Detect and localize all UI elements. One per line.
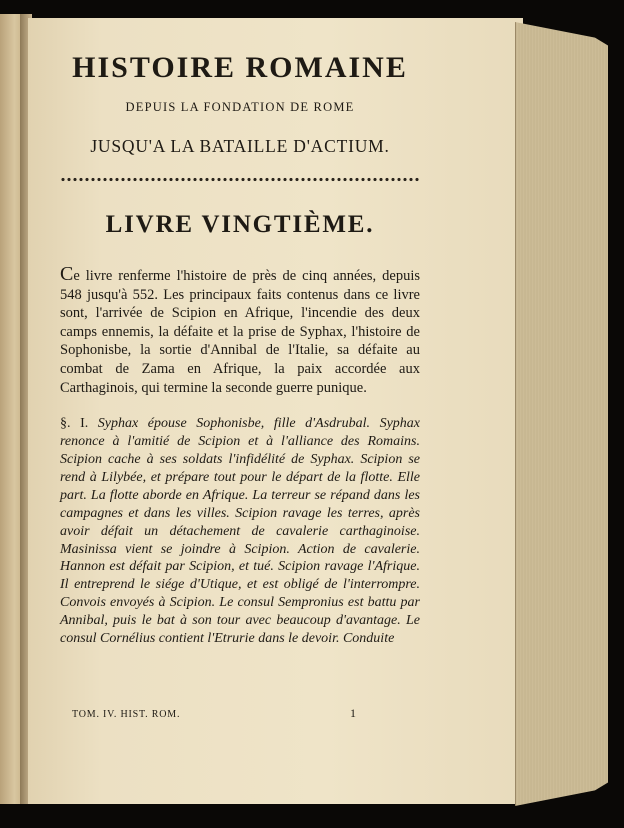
section-marker: §. I. bbox=[60, 416, 89, 432]
chapter-heading: LIVRE VINGTIÈME. bbox=[105, 211, 375, 238]
signature-mark: TOM. IV. HIST. ROM. bbox=[72, 709, 181, 720]
ornamental-rule bbox=[60, 176, 420, 183]
page-number: 1 bbox=[350, 706, 356, 720]
page-content bbox=[60, 48, 420, 648]
book-title: HISTOIRE ROMAINE bbox=[72, 51, 408, 84]
summary-paragraph bbox=[60, 415, 420, 648]
page-block-edges bbox=[515, 22, 608, 806]
drop-cap: C bbox=[60, 263, 74, 285]
book-subtitle-range: JUSQU'A LA BATAILLE D'ACTIUM. bbox=[90, 136, 390, 156]
intro-text: e livre renferme l'histoire de près de cinq années, depuis 548 jusqu'à 552. Les principaux faits contenus dans ce livre sont, l'arrivée de Scipion en Afrique, l'incendie des deux camps ennemis, la défaite et la prise de Syphax, l'histoire de Sophonisbe, la sortie d'Annibal de l'Italie, sa défaite au combat de Zama en Afrique, la paix accordée aux Carthaginois, qui termine la seconde guerre punique. bbox=[60, 268, 420, 396]
book-subtitle: DEPUIS LA FONDATION DE ROME bbox=[125, 100, 355, 114]
intro-paragraph bbox=[60, 263, 420, 397]
summary-text: Syphax épouse Sophonisbe, fille d'Asdrubal. Syphax renonce à l'amitié de Scipion et à l'alliance des Romains. Scipion cache à ses soldats l'infidélité de Syphax. Scipion se rend à Lilybée, et prépare tout pour le départ de la flotte. Elle part. La flotte aborde en Afrique. La terreur se répand dans les campagnes et dans les villes. Scipion ravage les terres, après avoir défait un détachement de cavalerie carthaginoise. Masinissa vient se joindre à Scipion. Action de cavalerie. Hannon est défait par Scipion, et tué. Scipion ravage l'Afrique. Il entreprend le siége d'Utique, et est obligé de l'interrompre. Convois envoyés à Scipion. Le consul Sempronius est battu par Annibal, puis le bat à son tour avec beaucoup d'avantage. Le consul Cornélius contient l'Etrurie dans le devoir. Conduite bbox=[60, 416, 420, 647]
